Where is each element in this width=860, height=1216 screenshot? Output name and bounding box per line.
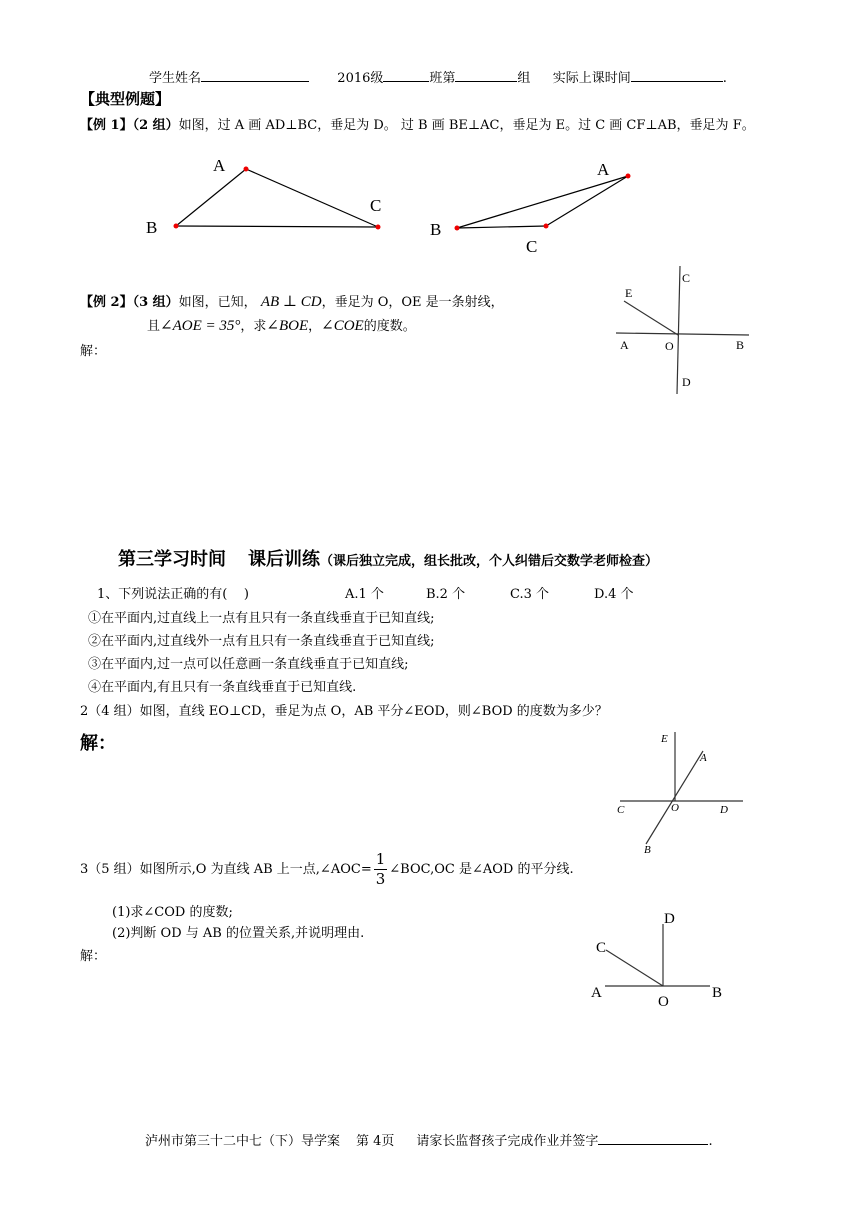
example2-solution: 解： <box>80 344 107 359</box>
class-blank[interactable] <box>383 68 429 82</box>
example2-line2 <box>147 315 416 335</box>
example1-text: 如图，过 A 画 AD⊥BC，垂足为 D。 过 B 画 BE⊥AC，垂足为 E。过 C 画 CF⊥AB，垂足为 F。 <box>178 118 755 133</box>
q1-stem-line <box>97 583 249 602</box>
q1-item-3: ③在平面内,过一点可以任意画一条直线垂直于已知直线; <box>88 657 409 672</box>
q2-figure <box>608 725 758 860</box>
fig-b-label: B <box>736 338 745 352</box>
example2-text-b: ，垂足为 O，OE 是一条射线， <box>321 295 504 310</box>
signature-blank[interactable] <box>598 1131 708 1145</box>
footer-page: 第 4页 <box>356 1134 395 1149</box>
q2-fig-o-label: O <box>671 802 679 814</box>
q3-fig-o-label: O <box>658 994 669 1010</box>
example2-text-c: 且 <box>147 319 161 334</box>
q3-fig-d-label: D <box>664 911 675 927</box>
q3-text-line <box>80 852 574 887</box>
example2-group: （3 组） <box>132 295 179 310</box>
q3-text-a: 3（5 组）如图所示,O 为直线 AB 上一点,∠AOC= <box>80 862 372 877</box>
q3-frac-num: 1 <box>375 850 386 868</box>
q3-sub1: (1)求∠COD 的度数; <box>112 905 233 920</box>
q2-solution: 解： <box>80 733 116 754</box>
q2-fig-d-label: D <box>720 804 728 816</box>
math-ab-perp-cd: AB ⊥ CD <box>260 294 322 310</box>
fig2-label-c: C <box>526 237 538 256</box>
math-angle-coe: ∠COE <box>321 318 364 334</box>
name-blank[interactable] <box>201 68 309 82</box>
footer-end: . <box>708 1134 713 1149</box>
footer-school: 泸州市第三十二中七（下）导学案 <box>145 1134 341 1149</box>
q2-fig-a-label: A <box>700 752 707 764</box>
section3-title-line <box>118 545 658 571</box>
q1-item-2: ②在平面内,过直线外一点有且只有一条直线垂直于已知直线; <box>88 634 435 649</box>
time-blank[interactable] <box>631 68 723 82</box>
fig-e-label: E <box>625 286 633 300</box>
q2-fig-b-label: B <box>644 844 651 856</box>
section3-note: （课后独立完成，组长批改，个人纠错后交数学老师检查） <box>320 554 659 569</box>
math-angle-boe: ∠BOE <box>266 318 309 334</box>
q1-option-c: C.3 个 <box>510 587 550 602</box>
fig1-label-b: B <box>146 218 158 237</box>
header-line <box>149 67 727 86</box>
triangle-figure-1 <box>146 156 381 237</box>
fig-c-label: C <box>682 271 691 285</box>
q1-item-4: ④在平面内,有且只有一条直线垂直于已知直线. <box>88 680 357 695</box>
example2-line1 <box>80 291 504 311</box>
footer-sign-label: 请家长监督孩子完成作业并签字 <box>416 1134 599 1149</box>
q3-text-b: ∠BOC,OC 是∠AOD 的平分线. <box>389 862 574 877</box>
example2-text-e: ， <box>308 319 322 334</box>
q3-fraction <box>374 852 388 887</box>
example2-tag: 【例 2】 <box>80 295 133 310</box>
fig2-label-b: B <box>430 220 442 239</box>
fig-d-label: D <box>682 375 691 389</box>
q3-figure <box>580 905 740 1010</box>
q1-option-a: A.1 个 <box>345 587 384 602</box>
q1-option-d: D.4 个 <box>594 587 634 602</box>
group-blank[interactable] <box>455 68 517 82</box>
example2-text-f: 的度数。 <box>363 319 416 334</box>
example1-figures <box>0 140 860 260</box>
fig1-label-c: C <box>370 196 382 215</box>
q3-fig-b-label: B <box>712 985 723 1001</box>
triangle-figure-2 <box>430 160 631 256</box>
section3-title: 第三学习时间 <box>118 549 226 570</box>
name-label: 学生姓名 <box>149 71 202 86</box>
q2-fig-c-label: C <box>617 804 625 816</box>
q1-item-1: ①在平面内,过直线上一点有且只有一条直线垂直于已知直线; <box>88 611 435 626</box>
q3-fig-c-label: C <box>596 940 607 956</box>
example2-figure <box>600 260 760 400</box>
example1-tag: 【例 1】 <box>80 118 133 133</box>
section3-subtitle: 课后训练 <box>248 549 320 570</box>
header-end: . <box>722 71 727 86</box>
time-label: 实际上课时间 <box>552 71 631 86</box>
example1-group: （2 组） <box>132 118 179 133</box>
math-angle-aoe: ∠AOE = 35° <box>160 318 241 334</box>
grade-label: 2016级 <box>337 71 384 86</box>
q1-stem: 1、下列说法正确的有( ) <box>97 587 249 602</box>
q2-fig-e-label: E <box>661 733 668 745</box>
footer-line <box>145 1130 713 1149</box>
q3-sub2: (2)判断 OD 与 AB 的位置关系,并说明理由. <box>112 926 365 941</box>
class-label: 班第 <box>429 71 456 86</box>
q3-solution: 解： <box>80 949 107 964</box>
fig2-label-a: A <box>597 160 610 179</box>
example2-text-d: ，求 <box>240 319 267 334</box>
group-label: 组 <box>517 71 531 86</box>
q1-option-b: B.2 个 <box>426 587 466 602</box>
example1-line <box>80 114 755 133</box>
q2-text: 2（4 组）如图，直线 EO⊥CD，垂足为点 O，AB 平分∠EOD，则∠BOD 的度数为多少？ <box>80 704 608 719</box>
fig-o-label: O <box>665 339 674 353</box>
q3-frac-den: 3 <box>375 870 386 888</box>
fig1-label-a: A <box>213 156 226 175</box>
example2-text-a: 如图，已知， <box>178 295 257 310</box>
fig-a-label: A <box>620 338 629 352</box>
section-title: 【典型例题】 <box>80 90 171 108</box>
q3-fig-a-label: A <box>591 985 602 1001</box>
